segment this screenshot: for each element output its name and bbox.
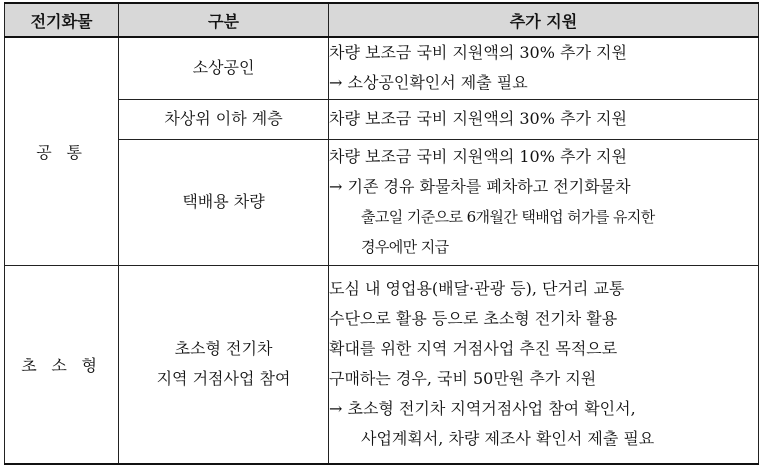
desc-line: 구매하는 경우, 국비 50만원 추가 지원 [329, 369, 597, 389]
desc-line: 사업계획서, 차량 제조사 확인서 제출 필요 [361, 429, 655, 449]
subsidy-table [4, 2, 759, 465]
group-common-text: 공 통 [36, 142, 87, 162]
desc-micro-ev [329, 265, 759, 464]
desc-line: 수단으로 활용 등으로 초소형 전기차 활용 [329, 309, 618, 329]
sub-low-income: 차상위 이하 계층 [119, 99, 329, 139]
desc-line: 차량 보조금 국비 지원액의 30% 추가 지원 [329, 43, 627, 63]
header-row [5, 3, 759, 37]
desc-line: 경우에만 지급 [361, 238, 449, 256]
table-row [5, 99, 759, 139]
desc-line: → 소상공인확인서 제출 필요 [329, 73, 528, 93]
sub-small-business: 소상공인 [119, 37, 329, 99]
table-row [5, 37, 759, 99]
header-category: 구분 [119, 3, 329, 37]
desc-delivery-vehicle [329, 139, 759, 265]
desc-line: → 기존 경유 화물차를 폐차하고 전기화물차 [329, 177, 631, 196]
group-micro-text: 초 소 형 [21, 355, 102, 375]
group-common-label [5, 37, 119, 265]
header-electric-truck: 전기화물 [5, 3, 119, 37]
sub-delivery-vehicle: 택배용 차량 [119, 139, 329, 265]
header-additional-support: 추가 지원 [329, 3, 759, 37]
desc-line: 확대를 위한 지역 거점사업 추진 목적으로 [329, 339, 618, 359]
table-row [5, 265, 759, 464]
sub-micro-ev [119, 265, 329, 464]
group-micro-label [5, 265, 119, 464]
desc-small-business [329, 37, 759, 99]
sub-line: 지역 거점사업 참여 [156, 369, 291, 389]
desc-line: 출고일 기준으로 6개월간 택배업 허가를 유지한 [361, 208, 655, 226]
desc-line: 차량 보조금 국비 지원액의 10% 추가 지원 [329, 147, 627, 166]
sub-line: 초소형 전기차 [174, 339, 273, 359]
desc-line: 차량 보조금 국비 지원액의 30% 추가 지원 [329, 109, 627, 128]
subsidy-table-container [4, 2, 758, 465]
desc-line: 도심 내 영업용(배달·관광 등), 단거리 교통 [329, 279, 625, 299]
desc-low-income [329, 99, 759, 139]
desc-line: → 초소형 전기차 지역거점사업 참여 확인서, [329, 399, 636, 419]
table-row [5, 139, 759, 265]
